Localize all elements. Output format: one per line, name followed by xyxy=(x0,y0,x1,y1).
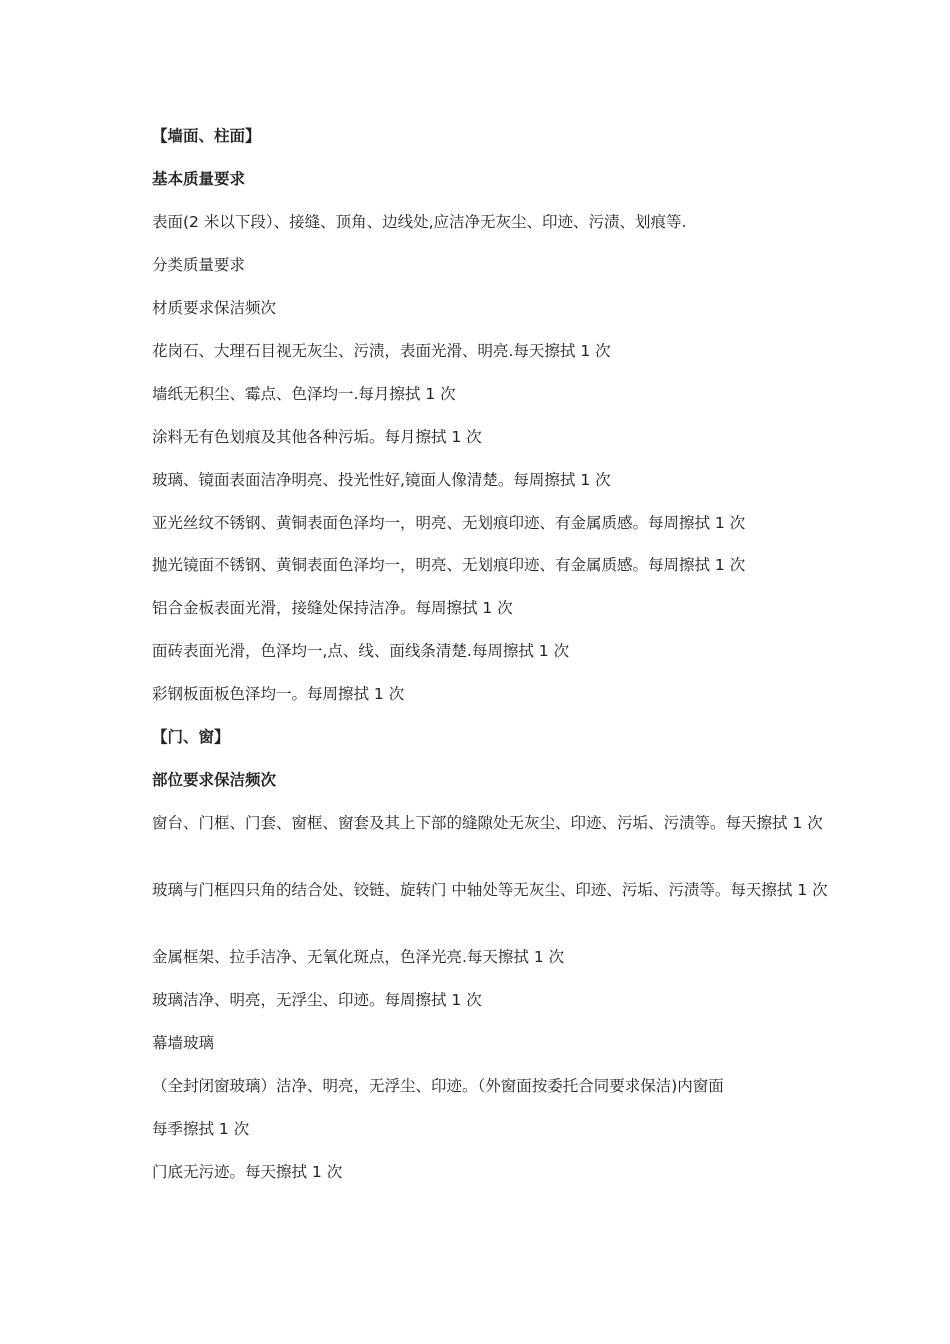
wall-item: 铝合金板表面光滑，接缝处保持洁净。每周擦拭 1 次 xyxy=(152,599,513,617)
door-item: 幕墙玻璃 xyxy=(152,1034,215,1052)
wall-item: 花岗石、大理石目视无灰尘、污渍，表面光滑、明亮.每天擦拭 1 次 xyxy=(152,342,611,360)
wall-item: 抛光镜面不锈钢、黄铜表面色泽均一，明亮、无划痕印迹、有金属质感。每周擦拭 1 次 xyxy=(152,556,746,574)
section-heading-door-window: 【门、窗】 xyxy=(152,728,230,746)
door-item: 玻璃与门框四只角的结合处、铰链、旋转门 中轴处等无灰尘、印迹、污垢、污渍等。每天擦拭 1 次 xyxy=(152,881,828,899)
section-heading-wall: 【墙面、柱面】 xyxy=(152,127,261,145)
basic-quality-text: 表面(2 米以下段）、接缝、顶角、边线处,应洁净无灰尘、印迹、污渍、划痕等. xyxy=(152,213,687,231)
door-table-header: 部位要求保洁频次 xyxy=(152,771,277,789)
wall-item: 墙纸无积尘、霉点、色泽均一.每月擦拭 1 次 xyxy=(152,385,456,403)
wall-item: 面砖表面光滑，色泽均一,点、线、面线条清楚.每周擦拭 1 次 xyxy=(152,642,570,660)
door-item: 门底无污迹。每天擦拭 1 次 xyxy=(152,1163,343,1181)
door-item: 玻璃洁净、明亮，无浮尘、印迹。每周擦拭 1 次 xyxy=(152,991,482,1009)
category-quality-title: 分类质量要求 xyxy=(152,256,246,274)
basic-quality-title: 基本质量要求 xyxy=(152,170,246,188)
door-item: 金属框架、拉手洁净、无氧化斑点，色泽光亮.每天擦拭 1 次 xyxy=(152,948,565,966)
door-item: 每季擦拭 1 次 xyxy=(152,1120,250,1138)
door-item: （全封闭窗玻璃）洁净、明亮，无浮尘、印迹。（外窗面按委托合同要求保洁)内窗面 xyxy=(152,1077,724,1095)
wall-table-header: 材质要求保洁频次 xyxy=(152,299,277,317)
wall-item: 涂料无有色划痕及其他各种污垢。每月擦拭 1 次 xyxy=(152,428,482,446)
wall-item: 亚光丝纹不锈钢、黄铜表面色泽均一，明亮、无划痕印迹、有金属质感。每周擦拭 1 次 xyxy=(152,514,746,532)
door-item: 窗台、门框、门套、窗框、窗套及其上下部的缝隙处无灰尘、印迹、污垢、污渍等。每天擦拭 1 次 xyxy=(152,814,823,832)
wall-item: 玻璃、镜面表面洁净明亮、投光性好,镜面人像清楚。每周擦拭 1 次 xyxy=(152,471,611,489)
wall-item: 彩钢板面板色泽均一。每周擦拭 1 次 xyxy=(152,685,405,703)
